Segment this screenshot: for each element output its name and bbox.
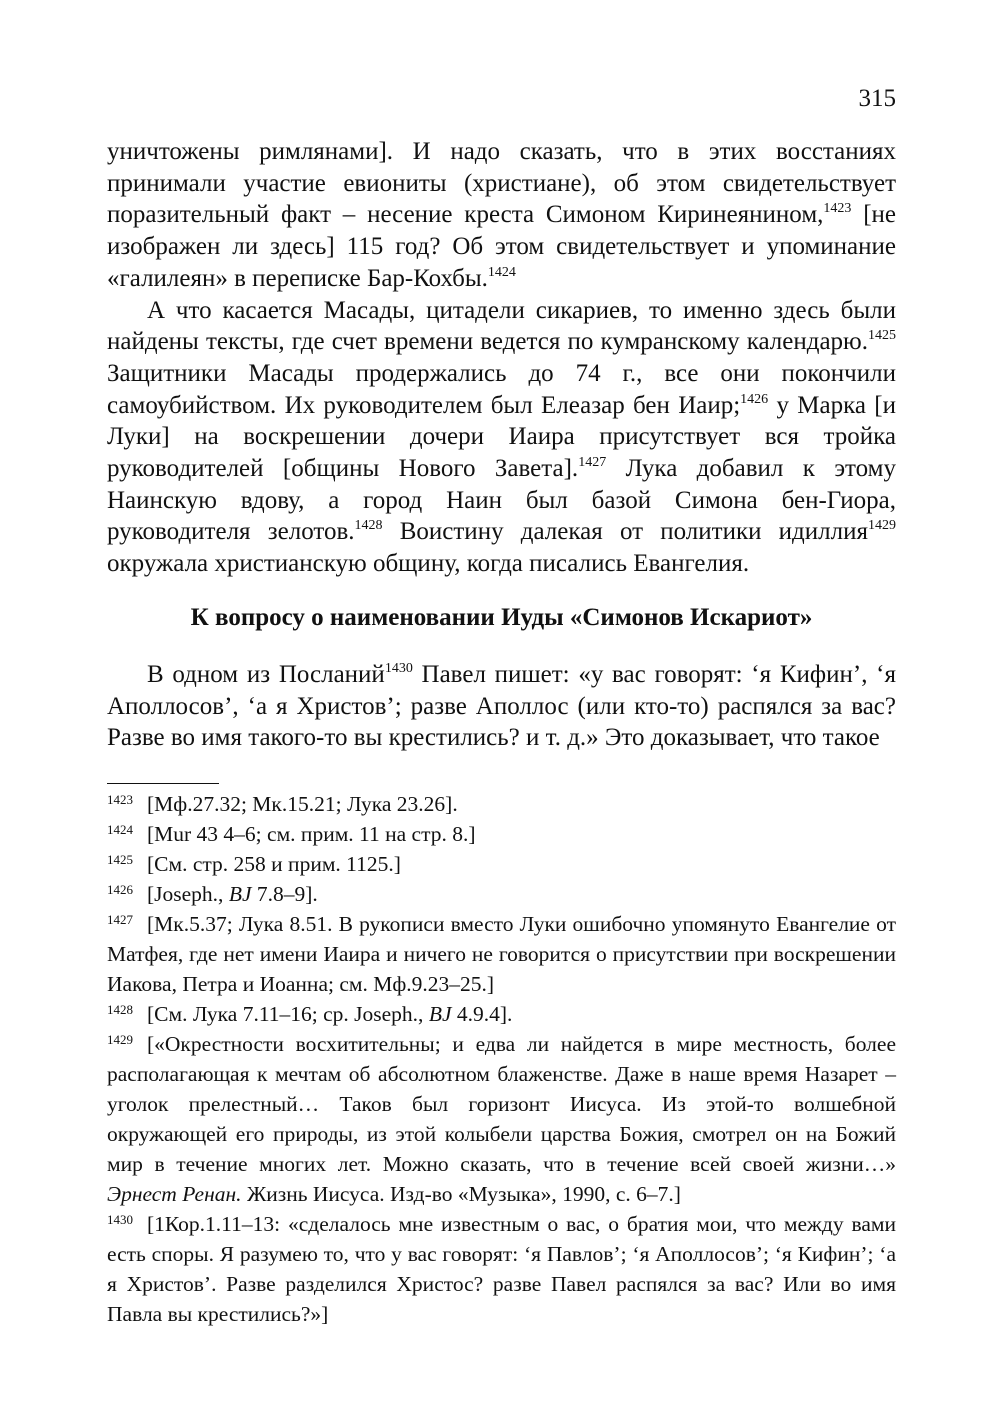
text-run: [не изображен ли здесь] 115 год? Об этом свидетельствует и упоминание «галилеян» в переписке Бар-Кохбы.: [107, 201, 896, 292]
footnote: 1429 [«Окрестности восхитительны; и едва ли найдется в мире местность, более располагающая к мечтам об абсолютном блаженстве. Даже в наше время Назарет – уголок прелестный… Таков был горизонт Иисуса. Из этой-то волшебной окружающей его природы, из этой колыбели царства Божия, смотрел он на Божий мир в течение многих лет. Можно сказать, что в течение всей своей жизни…» Эрнест Ренан. Жизнь Иисуса. Изд-во «Музыка», 1990, с. 6–7.]: [107, 1032, 896, 1206]
footnote-ref: 1430: [384, 660, 413, 676]
text-run: Лука добавил к этому Наинскую вдову, а город Наин был базой Симона бен-Гиора, руководителя зелотов.: [107, 455, 896, 546]
text-run: Жизнь Иисуса. Изд-во «Музыка», 1990, с. 6–7.]: [241, 1182, 681, 1206]
text-run: уничтожены римлянами]. И надо сказать, что в этих восстаниях принимали участие евиониты (христиане), об этом свидетельствует поразительный факт – несение креста Симоном Киринеянином,: [107, 138, 896, 229]
text-run: 7.8–9].: [251, 882, 318, 906]
footnote: 1423 [Мф.27.32; Мк.15.21; Лука 23.26].: [107, 792, 458, 816]
page-number: 315: [858, 85, 896, 112]
text-run: у Марка [и Луки] на воскрешении дочери Иаира присутствует вся тройка руководителей [общины Нового Завета].: [107, 391, 896, 483]
footnote-ref: 1424: [487, 264, 516, 280]
footnote-ref: 1426: [740, 391, 769, 407]
text-run: [Mur 43 4–6; см. прим. 11 на стр. 8.]: [147, 822, 476, 846]
section-heading: К вопросу о наименовании Иуды «Симонов Искариот»: [190, 603, 813, 631]
footnote-ref: 1425: [868, 328, 896, 344]
footnote-ref: 1427: [578, 455, 607, 471]
text-run: А что касается Масады, цитадели сикариев, то именно здесь были найдены тексты, где счет времени ведется по кумранскому календарю.: [107, 296, 896, 356]
italic-text: Эрнест Ренан.: [107, 1182, 242, 1206]
paragraph-group: [107, 136, 896, 580]
text-run: [См. Лука 7.11–16; ср. Joseph.,: [147, 1002, 429, 1026]
footnote: 1428 [См. Лука 7.11–16; ср. Joseph., BJ 4.9.4].: [107, 1002, 513, 1026]
footnote: 1430 [1Кор.1.11–13: «сделалось мне известным о вас, о братия мои, что между вами есть споры. Я разумею то, что у вас говорят: ‘я Павлов’; ‘я Аполлосов’; ‘я Кифин’; ‘а я Христов’. Разве разделился Христос? разве Павел распялся за вас? Или во имя Павла вы крестились?»]: [107, 1212, 896, 1326]
footnote-ref: 1429: [868, 518, 896, 534]
text-run: 4.9.4].: [451, 1002, 513, 1026]
text-run: [Мк.5.37; Лука 8.51. В рукописи вместо Луки ошибочно упомянуто Евангелие от Матфея, где нет имени Иаира и ничего не говорится о присутствии при воскрешении Иакова, Петра и Иоанна; см. Мф.9.23–25.]: [107, 912, 896, 996]
paragraph: [107, 659, 896, 754]
text-run: [«Окрестности восхитительны; и едва ли найдется в мире местность, более располагающая к мечтам об абсолютном блаженстве. Даже в наше время Назарет – уголок прелестный… Таков был горизонт Иисуса. Из этой-то волшебной окружающей его природы, из этой колыбели царства Божия, смотрел он на Божий мир в течение многих лет. Можно сказать, что в течение всей своей жизни…»: [107, 1032, 896, 1176]
text-run: Павел пишет: «у вас говорят: ‘я Кифин’, ‘я Аполлосов’, ‘а я Христов’; разве Аполлос (или кто-то) распялся за вас? Разве во имя такого-то вы крестились? и т. д.» Это доказывает, что такое: [107, 660, 896, 752]
footnote: 1424 [Mur 43 4–6; см. прим. 11 на стр. 8.]: [107, 822, 476, 846]
footnote-separator: [107, 783, 219, 784]
text-run: окружала христианскую общину, когда писались Евангелия.: [107, 550, 750, 578]
footnote: 1426 [Joseph., BJ 7.8–9].: [107, 882, 318, 906]
italic-text: BJ: [428, 1002, 452, 1026]
footnote-ref: 1428: [354, 518, 383, 534]
text-run: [Мф.27.32; Мк.15.21; Лука 23.26].: [147, 792, 458, 816]
text-run: [Joseph.,: [147, 882, 229, 906]
text-run: [См. стр. 258 и прим. 1125.]: [147, 852, 401, 876]
main-text: [107, 136, 896, 754]
paragraph: [107, 295, 896, 580]
section-paragraph-group: [107, 659, 896, 754]
footnote: 1425 [См. стр. 258 и прим. 1125.]: [107, 852, 401, 876]
footnote: 1427 [Мк.5.37; Лука 8.51. В рукописи вместо Луки ошибочно упомянуто Евангелие от Матфея, где нет имени Иаира и ничего не говорится о присутствии при воскрешении Иакова, Петра и Иоанна; см. Мф.9.23–25.]: [107, 912, 896, 996]
text-run: Защитники Масады продержались до 74 г., все они покончили самоубийством. Их руководителем был Елеазар бен Иаир;: [107, 359, 896, 419]
text-run: В одном из Посланий: [147, 660, 385, 688]
footnotes: [107, 789, 896, 1329]
text-run: Воистину далекая от политики идиллия: [382, 518, 868, 546]
paragraph: [107, 136, 896, 295]
italic-text: BJ: [228, 882, 252, 906]
text-run: [1Кор.1.11–13: «сделалось мне известным о вас, о братия мои, что между вами есть споры. Я разумею то, что у вас говорят: ‘я Павлов’; ‘я Аполлосов’; ‘я Кифин’; ‘а я Христов’. Разве разделился Христос? разве Павел распялся за вас? Или во имя Павла вы крестились?»]: [107, 1212, 896, 1326]
footnote-ref: 1423: [823, 201, 852, 217]
